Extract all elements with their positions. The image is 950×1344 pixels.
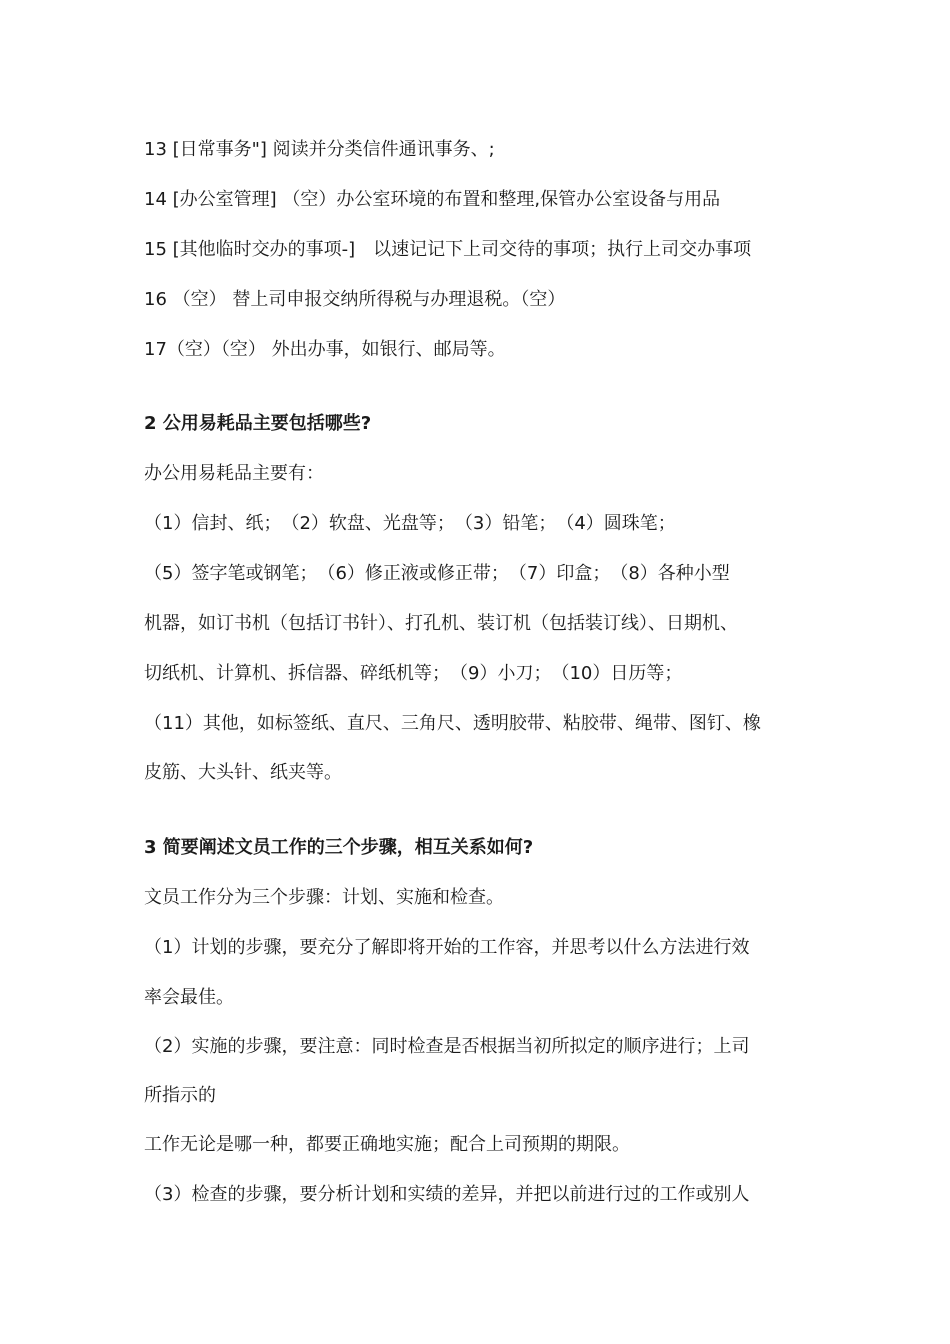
text-line: （3）检查的步骤，要分析计划和实绩的差异，并把以前进行过的工作或别人 (144, 1184, 750, 1205)
text-line: 17（空）（空） 外出办事，如银行、邮局等。 (144, 339, 506, 360)
text-line: 15 [其他临时交办的事项-] 以速记记下上司交待的事项；执行上司交办事项 (144, 239, 752, 260)
text-line: 机器，如订书机（包括订书针）、打孔机、装订机（包括装订线）、日期机、 (144, 613, 738, 634)
text-line: （2）实施的步骤，要注意：同时检查是否根据当初所拟定的顺序进行；上司 (144, 1036, 750, 1057)
section-heading: 2 公用易耗品主要包括哪些? (144, 413, 372, 434)
text-line: 办公用易耗品主要有： (144, 463, 324, 484)
text-line: 所指示的 (144, 1085, 216, 1106)
text-line: 16 （空） 替上司申报交纳所得税与办理退税。（空） (144, 289, 566, 310)
section-heading: 3 简要阐述文员工作的三个步骤，相互关系如何? (144, 837, 534, 858)
text-line: 率会最佳。 (144, 987, 234, 1008)
text-line: （11）其他，如标签纸、直尺、三角尺、透明胶带、粘胶带、绳带、图钉、橡 (144, 713, 761, 734)
text-line: 13 [日常事务"] 阅读并分类信件通讯事务、; (144, 139, 495, 160)
text-line: 文员工作分为三个步骤：计划、实施和检查。 (144, 887, 504, 908)
text-line: （1）计划的步骤，要充分了解即将开始的工作容，并思考以什么方法进行效 (144, 937, 750, 958)
text-line: （5）签字笔或钢笔； （6）修正液或修正带； （7）印盒； （8）各种小型 (144, 563, 730, 584)
text-line: 14 [办公室管理] （空）办公室环境的布置和整理,保管办公室设备与用品 (144, 189, 721, 210)
text-line: 工作无论是哪一种，都要正确地实施；配合上司预期的期限。 (144, 1134, 630, 1155)
text-line: 切纸机、计算机、拆信器、碎纸机等； （9）小刀； （10）日历等； (144, 663, 683, 684)
text-line: 皮筋、大头针、纸夹等。 (144, 762, 342, 783)
text-line: （1）信封、纸； （2）软盘、光盘等； （3）铅笔； （4）圆珠笔； (144, 513, 676, 534)
